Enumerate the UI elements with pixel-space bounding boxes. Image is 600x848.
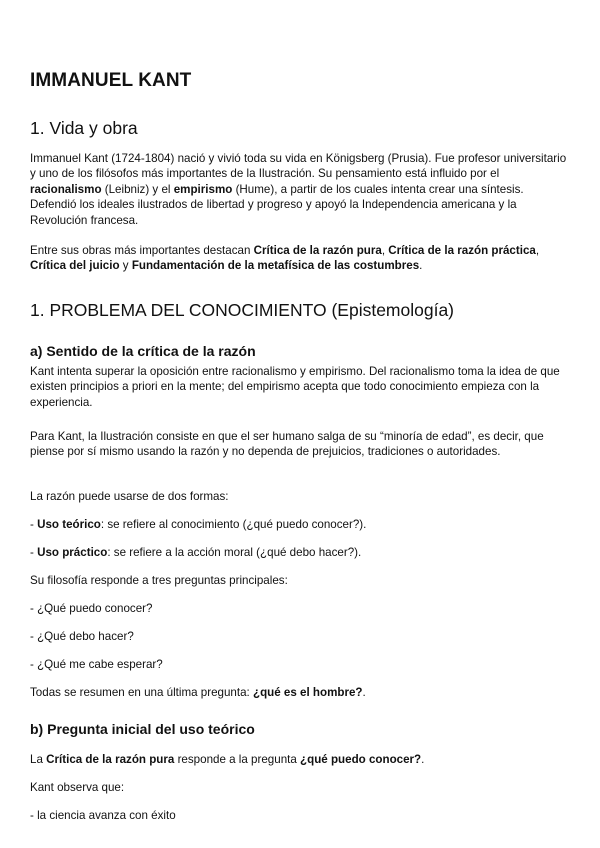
paragraph-ilustracion: Para Kant, la Ilustración consiste en que el ser humano salga de su “minoría de edad”, es decir, que piense por sí mismo usando la razón y no dependa de prejuicios, tradiciones o autoridades. — [30, 430, 544, 459]
list-item-pregunta: - ¿Qué me cabe esperar? — [30, 658, 163, 671]
uso-teorico-text: : se refiere al conocimiento (¿qué puedo conocer?). — [100, 518, 367, 531]
obra-title: Crítica de la razón pura — [46, 753, 175, 766]
paragraph-critica-pura — [30, 752, 570, 767]
uso-teorico-item — [30, 517, 570, 532]
paragraph-kant-observa: Kant observa que: — [30, 781, 125, 794]
critica-text: La — [30, 753, 47, 766]
obras-text: . — [419, 259, 423, 273]
pregunta-conocer: ¿qué puedo conocer? — [300, 753, 422, 766]
racionalismo-term: racionalismo — [30, 182, 102, 196]
subheading-b: b) Pregunta inicial del uso teórico — [30, 721, 255, 737]
paragraph-dos-formas: La razón puede usarse de dos formas: — [30, 490, 229, 503]
uso-practico-term: Uso práctico — [37, 546, 108, 559]
obras-text: y — [119, 259, 132, 273]
obra-title: Crítica de la razón pura — [253, 244, 382, 257]
list-dash: - — [30, 518, 38, 531]
resumen-text: Todas se resumen en una última pregunta: — [30, 686, 253, 699]
critica-text: . — [421, 753, 425, 766]
bio-text: (Hume), a partir de los cuales intenta crear una síntesis. Defendió los ideales ilustrados de libertad y progreso y apoyó la Independencia americana y la Revolución francesa. — [30, 182, 524, 227]
obra-title: Fundamentación de la metafísica de las costumbres — [131, 259, 420, 273]
pregunta-hombre: ¿qué es el hombre? — [253, 686, 363, 699]
obras-paragraph — [30, 243, 570, 274]
list-item-pregunta: - ¿Qué puedo conocer? — [30, 602, 153, 615]
bio-text: Immanuel Kant (1724-1804) nació y vivió toda su vida en Königsberg (Prusia). Fue profesor universitario y uno de los filósofos más importantes de la Ilustración. Su pensamiento está influido por el — [30, 152, 567, 181]
paragraph-superar: Kant intenta superar la oposición entre racionalismo y empirismo. Del racionalismo toma la idea de que existen principios a priori en la mente; del empirismo acepta que todo conocimiento empieza con la experiencia. — [30, 365, 560, 409]
uso-practico-text: : se refiere a la acción moral (¿qué debo hacer?). — [107, 546, 362, 559]
list-item-ciencia: - la ciencia avanza con éxito — [30, 809, 176, 822]
critica-text: responde a la pregunta — [174, 753, 301, 766]
page-title: IMMANUEL KANT — [30, 70, 192, 91]
obras-text: , — [535, 244, 540, 257]
resumen-text: . — [362, 686, 366, 699]
subheading-a: a) Sentido de la crítica de la razón — [30, 343, 256, 359]
obras-text: , — [381, 244, 389, 257]
paragraph-resumen — [30, 685, 570, 700]
obras-text: Entre sus obras más importantes destacan — [30, 244, 254, 257]
obra-title: Crítica del juicio — [30, 259, 120, 273]
list-dash: - — [30, 546, 38, 559]
bio-text: (Leibniz) y el — [101, 182, 174, 196]
paragraph-tres-preguntas: Su filosofía responde a tres preguntas principales: — [30, 574, 288, 587]
obra-title: Crítica de la razón práctica — [388, 244, 536, 257]
uso-practico-item — [30, 545, 570, 560]
list-item-pregunta: - ¿Qué debo hacer? — [30, 630, 134, 643]
section-heading-problema: 1. PROBLEMA DEL CONOCIMIENTO (Epistemología) — [30, 300, 455, 320]
uso-teorico-term: Uso teórico — [37, 518, 101, 531]
empirismo-term: empirismo — [173, 182, 233, 196]
bio-paragraph — [30, 151, 570, 228]
section-heading-vida: 1. Vida y obra — [30, 118, 138, 138]
